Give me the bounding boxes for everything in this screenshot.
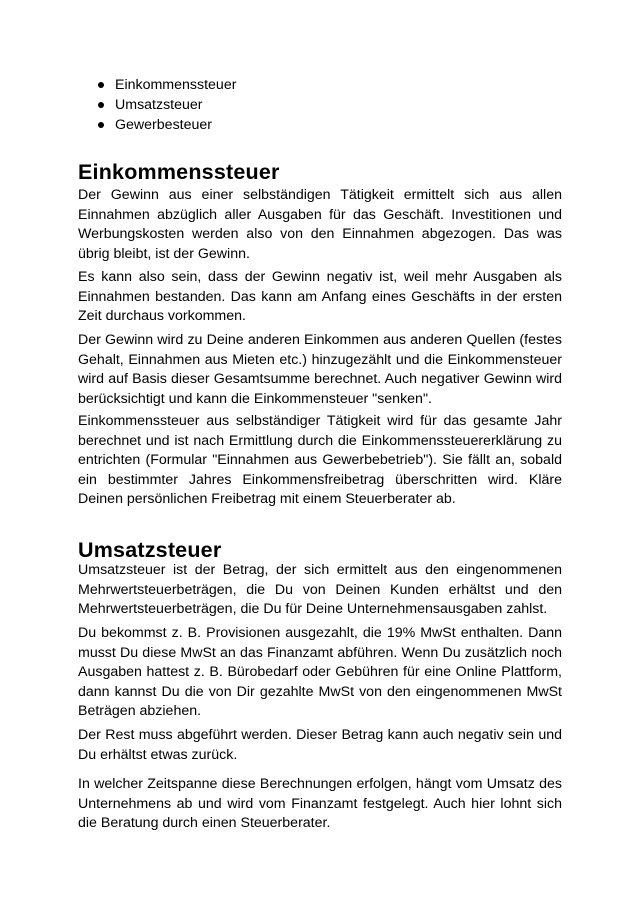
paragraph: In welcher Zeitspanne diese Berechnungen erfolgen, hängt vom Umsatz des Unternehmens ab und wird vom Finanzamt festgelegt. Auch hier lohnt sich die Beratung durch einen Steuerberater. [78,776,562,831]
list-item [98,95,236,115]
paragraph: Umsatzsteuer ist der Betrag, der sich ermittelt aus den eingenommenen Mehrwertsteuerbeträgen, die Du von Deinen Kunden erhältst und den Mehrwertsteuerbeträgen, die Du für Deine Unternehmensausgaben zahlst. [78,562,562,617]
paragraph: Der Gewinn aus einer selbständigen Tätigkeit ermittelt sich aus allen Einnahmen abzüglich aller Ausgaben für das Geschäft. Investitionen und Werbungskosten werden also von den Einnahmen abgezogen. Das was übrig bleibt, ist der Gewinn. [78,187,562,262]
section-heading-umsatzsteuer: Umsatzsteuer [78,538,222,562]
bullet-list [98,75,236,135]
section-heading-einkommenssteuer: Einkommenssteuer [78,160,280,184]
list-item [98,115,236,135]
bullet-dot-icon [98,82,104,88]
paragraph: Der Rest muss abgeführt werden. Dieser Betrag kann auch negativ sein und Du erhältst etwas zurück. [78,727,562,763]
list-item-label: Umsatzsteuer [115,97,203,113]
paragraph: Du bekommst z. B. Provisionen ausgezahlt, die 19% MwSt enthalten. Dann musst Du diese MwSt an das Finanzamt abführen. Wenn Du zusätzlich noch Ausgaben hattest z. B. Bürobedarf oder Gebühren für eine Online Plattform, dann kannst Du die von Dir gezahlte MwSt von den eingenommenen MwSt Beträgen abziehen. [78,625,562,719]
list-item-label: Einkommenssteuer [115,77,237,93]
paragraph: Es kann also sein, dass der Gewinn negativ ist, weil mehr Ausgaben als Einnahmen bestanden. Das kann am Anfang eines Geschäfts in der ersten Zeit durchaus vorkommen. [78,269,562,324]
bullet-dot-icon [98,122,104,128]
list-item [98,75,236,95]
paragraph: Einkommenssteuer aus selbständiger Tätigkeit wird für das gesamte Jahr berechnet und ist nach Ermittlung durch die Einkommenssteuererklärung zu entrichten (Formular "Einnahmen aus Gewerbebetrieb"). Sie fällt an, sobald ein bestimmter Jahres Einkommensfreibetrag überschritten wird. Kläre Deinen persönlichen Freibetrag mit einem Steuerberater ab. [78,413,562,507]
list-item-label: Gewerbesteuer [115,117,212,133]
paragraph: Der Gewinn wird zu Deine anderen Einkommen aus anderen Quellen (festes Gehalt, Einnahmen aus Mieten etc.) hinzugezählt und die Einkommensteuer wird auf Basis dieser Gesamtsumme berechnet. Auch negativer Gewinn wird berücksichtigt und kann die Einkommensteuer "senken". [78,332,562,407]
bullet-dot-icon [98,102,104,108]
